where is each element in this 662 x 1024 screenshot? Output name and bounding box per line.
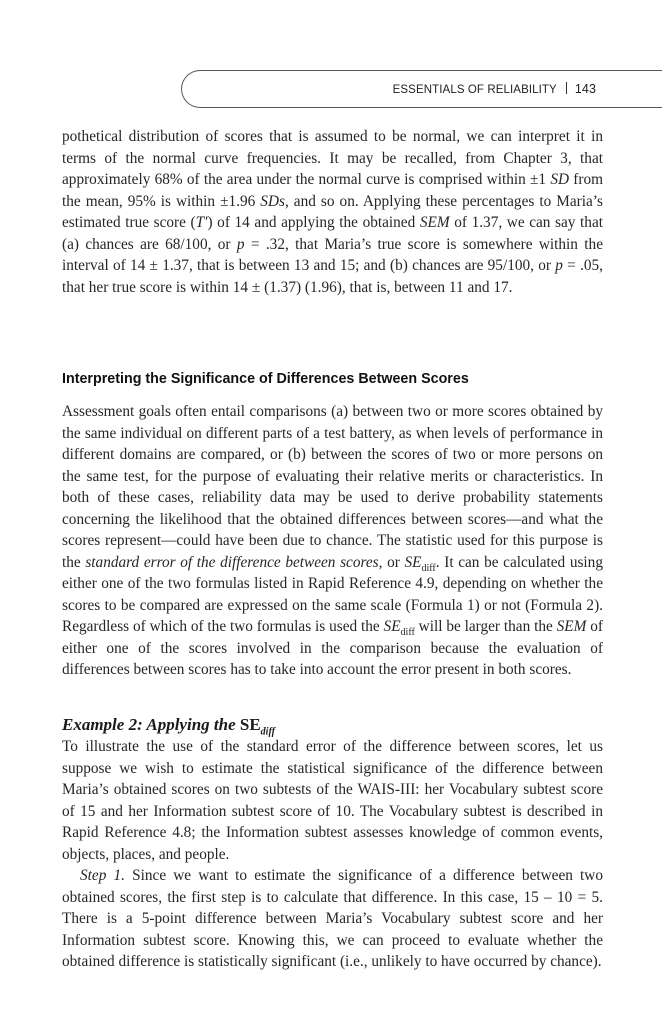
header-separator: [566, 82, 567, 94]
section-heading: Interpreting the Significance of Differences Between Scores: [62, 371, 469, 387]
example-block: [62, 714, 603, 973]
step-label: Step 1.: [80, 867, 125, 884]
section-heading-block: [62, 371, 603, 387]
paragraph-assessment-goals-block: [62, 401, 603, 681]
paragraph-step-1: Step 1. Since we want to estimate the significance of a difference between two obtained scores, the first step is to calculate that difference. In this case, 15 – 10 = 5. There is a 5-point difference between Maria’s Vocabulary subtest score and her Information subtest score. Knowing this, we can proceed to evaluate whether the obtained difference is statistically significant (i.e., unlikely to have occurred by chance).: [62, 867, 603, 970]
example-heading: Example 2: Applying the $SE_{diff}$: [62, 715, 275, 738]
page-number: 143: [574, 82, 596, 96]
term-standard-error: standard error of the difference between scores,: [85, 553, 383, 571]
paragraph-continued: [62, 126, 603, 298]
paragraph-assessment-goals: Assessment goals often entail comparisons (a) between two or more scores obtained by the same individual on different parts of a test battery, as when levels of performance in different domains are compared, or (b) between the scores of two or more persons on the same test, for the purpose of evaluating their relative merits or characteristics. In both of these cases, reliability data may be used to derive probability statements concerning the likelihood that the obtained differences between scores—and what the scores represent—could have been due to chance. The statistic used for this purpose is the standard error of the difference between scores, or $SE_{diff}$. It can be calculated using either one of the two formulas listed in Rapid Reference 4.9, depending on whether the scores to be compared are expressed on the same scale (Formula 1) or not (Formula 2). Regardless of which of the two formulas is used the $SE_{diff}$ will be larger than the SEM of either one of the scores involved in the comparison because the evaluation of differences between scores has to take into account the error present in both scores.: [62, 403, 603, 678]
paragraph-illustration: To illustrate the use of the standard error of the difference between scores, let us suppose we wish to estimate the statistical significance of the difference between Maria’s obtained scores on two subtests of the WAIS-III: her Vocabulary subtest score of 15 and her Information subtest score of 10. The Vocabulary subtest is described in Rapid Reference 4.8; the Information subtest assesses knowledge of common events, objects, places, and people.: [62, 738, 603, 863]
running-title: ESSENTIALS OF RELIABILITY: [392, 84, 557, 96]
running-header: [393, 82, 596, 96]
paragraph-normal-curve: pothetical distribution of scores that is assumed to be normal, we can interpret it in terms of the normal curve frequencies. It may be recalled, from Chapter 3, that approximately 68% of the area under the normal curve is comprised within ±1 SD from the mean, 95% is within ±1.96 SDs, and so on. Applying these percentages to Maria’s estimated true score (T′) of 14 and applying the obtained SEM of 1.37, we can say that (a) chances are 68/100, or p = .32, that Maria’s true score is somewhere within the interval of 14 ± 1.37, that is between 13 and 15; and (b) chances are 95/100, or p = .05, that her true score is within 14 ± (1.37) (1.96), that is, between 11 and 17.: [62, 128, 603, 296]
